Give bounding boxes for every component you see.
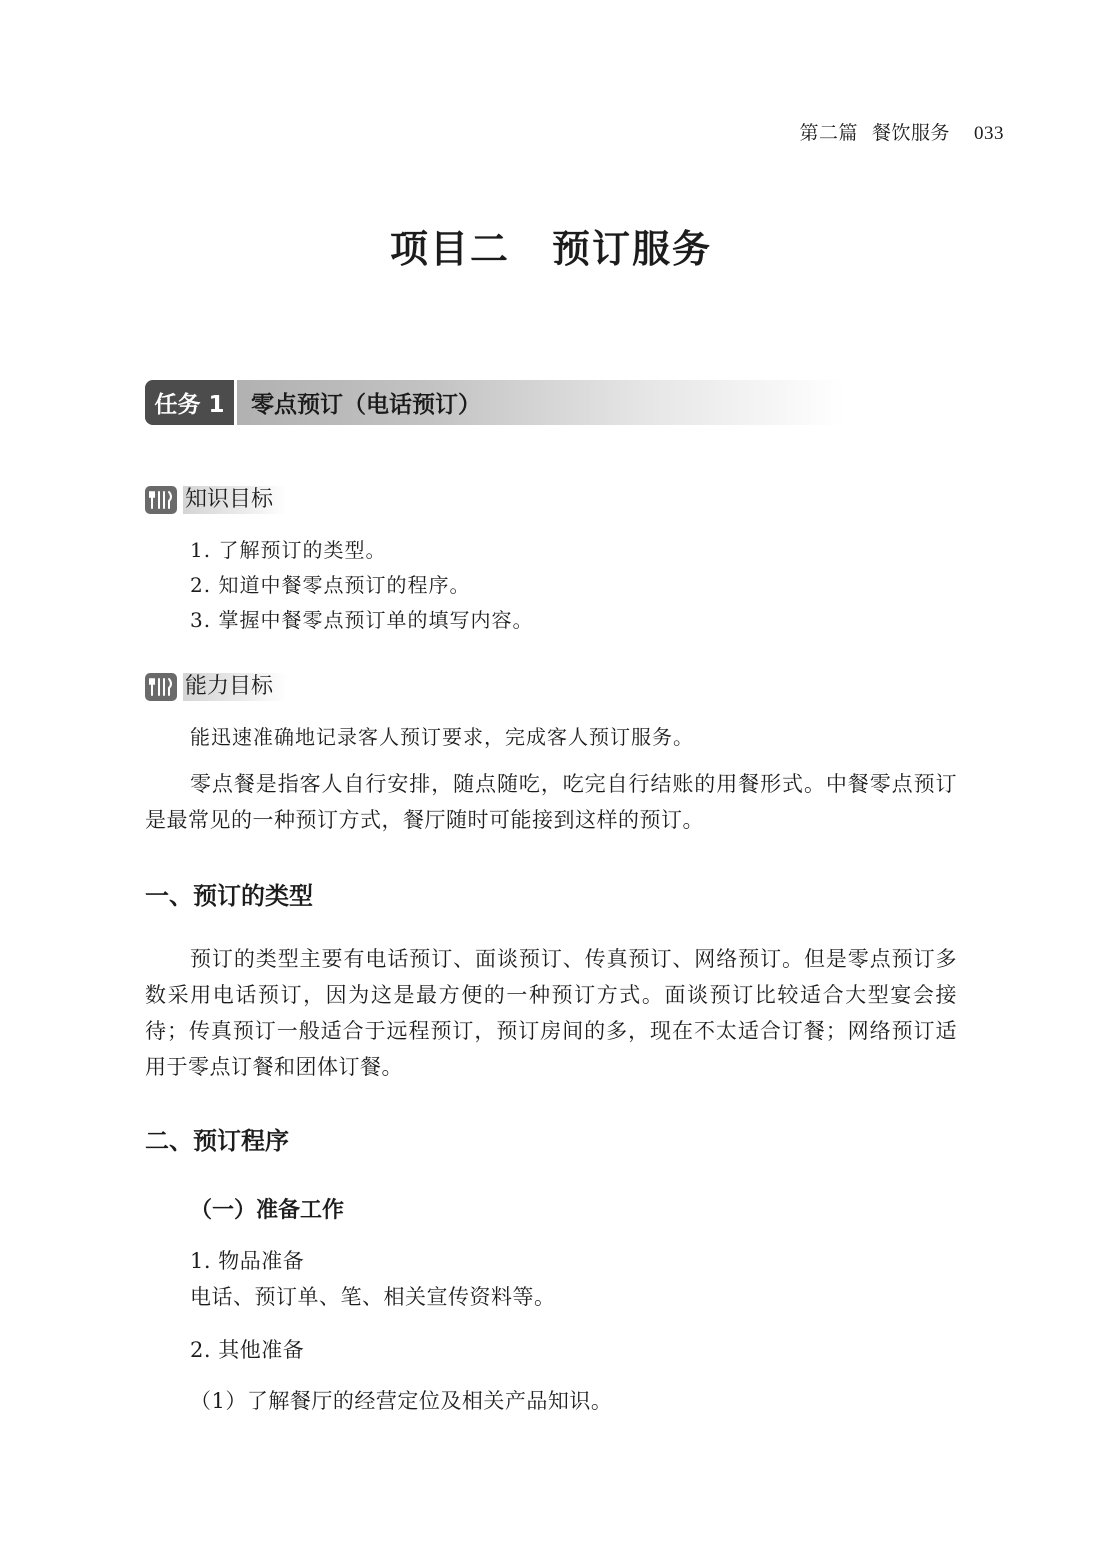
item-text-supplies: 电话、预订单、笔、相关宣传资料等。 [190,1285,556,1309]
list-item: 3. 掌握中餐零点预订单的填写内容。 [190,608,534,632]
intro-paragraph: 零点餐是指客人自行安排，随点随吃，吃完自行结账的用餐形式。中餐零点预订是最常见的一种预订方式，餐厅随时可能接到这样的预订。 [145,772,957,832]
list-item: 1. 了解预订的类型。 [190,538,387,562]
task-title: 零点预订（电话预订） [251,392,481,418]
running-head-part: 第二篇 [799,122,858,144]
running-head [799,118,1004,145]
knowledge-goals-list [190,533,533,638]
project-name: 预订服务 [552,226,713,271]
page-number: 033 [974,123,1004,144]
item-title-supplies: 1. 物品准备 [190,1249,305,1273]
subsection-heading-preparation: （一）准备工作 [190,1198,345,1223]
cutlery-icon [145,486,177,514]
list-item: 2. 知道中餐零点预订的程序。 [190,573,471,597]
types-paragraph: 预订的类型主要有电话预订、面谈预订、传真预订、网络预订。但是零点预订多数采用电话预订，因为这是最方便的一种预订方式。面谈预订比较适合大型宴会接待；传真预订一般适合于远程预订，预订房间的多，现在不太适合订餐；网络预订适用于零点订餐和团体订餐。 [145,947,957,1079]
knowledge-goals-heading [145,485,287,515]
ability-goals-heading [145,672,287,702]
item-title-other: 2. 其他准备 [190,1338,305,1362]
project-title [0,218,1102,273]
project-label: 项目二 [389,226,510,271]
section-heading-types: 一、预订的类型 [145,882,313,910]
cutlery-icon [145,673,177,701]
ability-goals-label: 能力目标 [183,673,287,701]
task-banner [145,380,845,425]
knowledge-goals-label: 知识目标 [183,486,287,514]
ability-goals-text: 能迅速准确地记录客人预订要求，完成客人预订服务。 [190,725,694,749]
running-head-chapter: 餐饮服务 [871,122,950,144]
task-tag: 任务 1 [145,380,237,425]
item-text-other-1: （1）了解餐厅的经营定位及相关产品知识。 [190,1389,613,1413]
section-heading-procedure: 二、预订程序 [145,1127,289,1155]
